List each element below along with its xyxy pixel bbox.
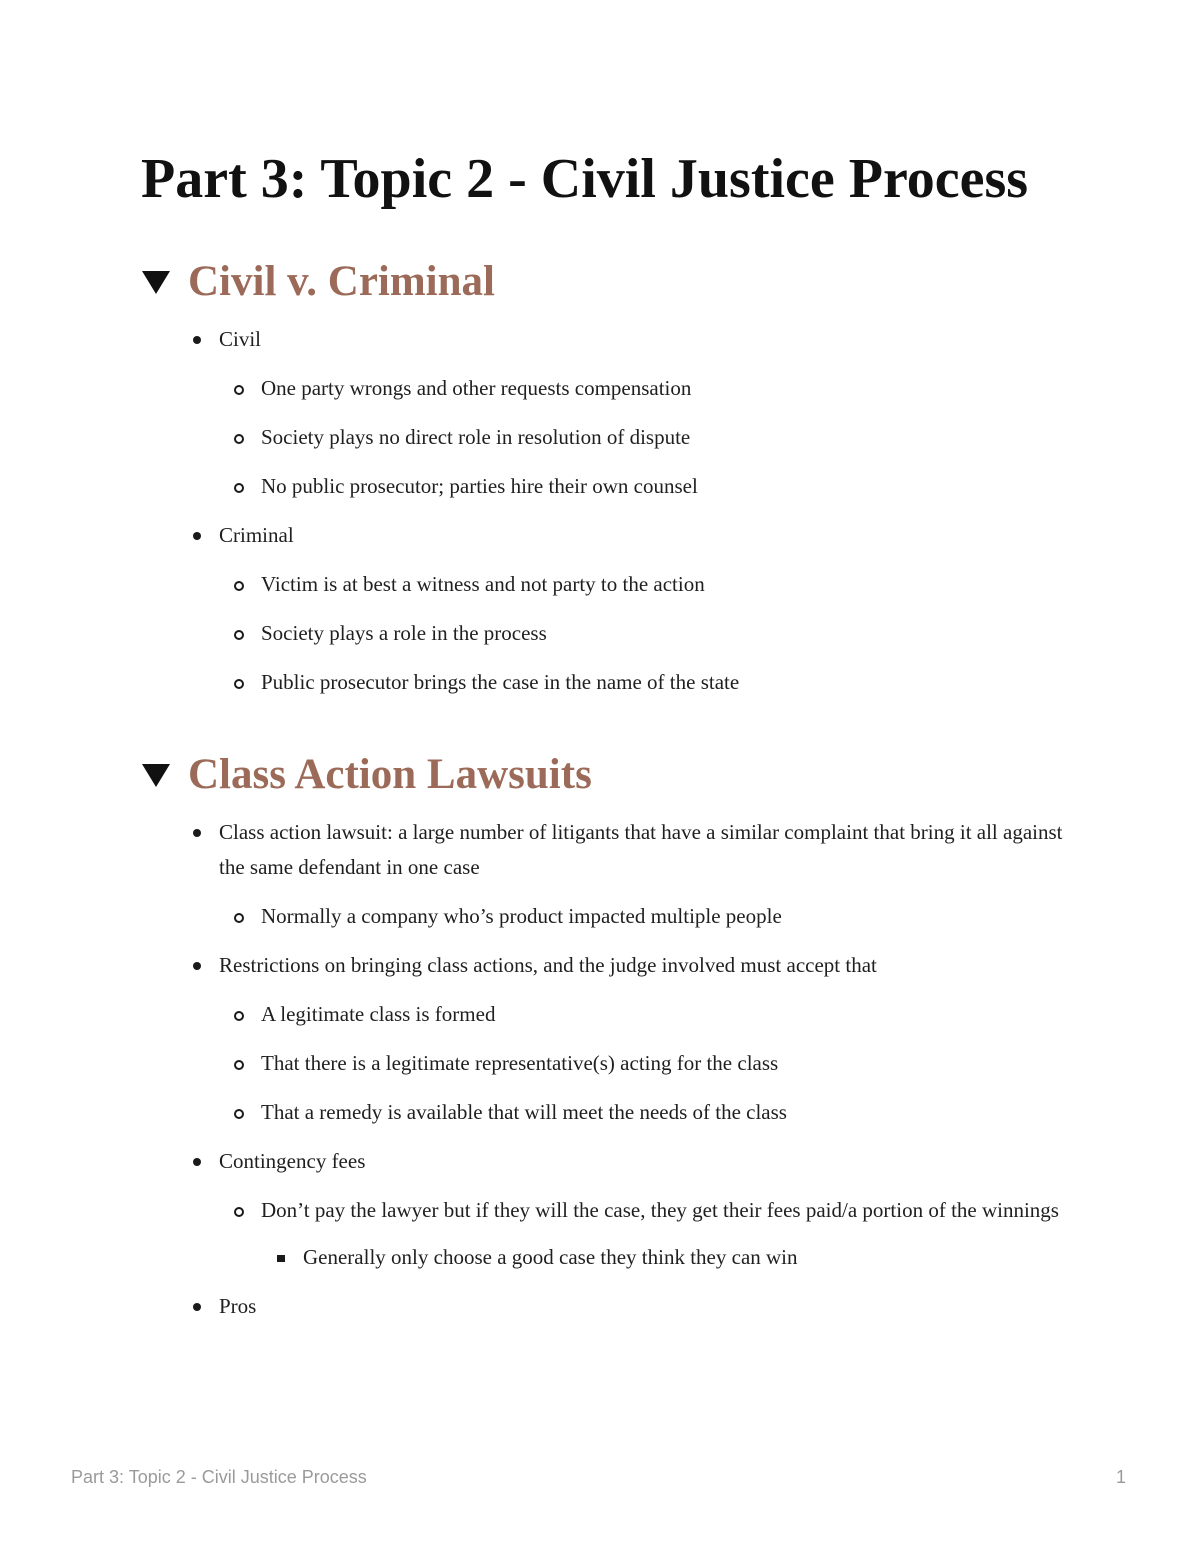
list-item	[141, 518, 1071, 553]
list-item-text: Society plays no direct role in resolution of dispute	[261, 425, 691, 449]
circle-bullet-icon	[234, 913, 244, 923]
list-item-text: Normally a company who’s product impacted multiple people	[261, 904, 782, 928]
circle-bullet-icon	[234, 434, 244, 444]
list-item-text: Generally only choose a good case they think they can win	[303, 1245, 798, 1269]
footer-title: Part 3: Topic 2 - Civil Justice Process	[71, 1467, 367, 1487]
list-item-text: Criminal	[219, 523, 294, 547]
list-item	[141, 899, 1071, 934]
circle-bullet-icon	[234, 679, 244, 689]
section-title: Civil v. Criminal	[188, 258, 495, 305]
disc-bullet-icon	[193, 1158, 201, 1166]
triangle-down-icon[interactable]	[141, 762, 171, 788]
list-item-text: Class action lawsuit: a large number of litigants that have a similar complaint that bring it all against the same defendant in one case	[219, 820, 1063, 879]
list-item-text: One party wrongs and other requests compensation	[261, 376, 692, 400]
list-item	[141, 665, 1071, 700]
disc-bullet-icon	[193, 336, 201, 344]
section-header[interactable]	[141, 256, 1071, 308]
page-title: Part 3: Topic 2 - Civil Justice Process	[141, 148, 1029, 210]
list-item-text: Don’t pay the lawyer but if they will the case, they get their fees paid/a portion of the winnings	[261, 1198, 1059, 1222]
bullet-list	[141, 322, 1071, 700]
list-item-text: Pros	[219, 1294, 257, 1318]
circle-bullet-icon	[234, 581, 244, 591]
list-item-text: That there is a legitimate representative(s) acting for the class	[261, 1051, 779, 1075]
section-header[interactable]	[141, 749, 1071, 801]
list-item-text: That a remedy is available that will meet the needs of the class	[261, 1100, 787, 1124]
disc-bullet-icon	[193, 962, 201, 970]
circle-bullet-icon	[234, 1109, 244, 1119]
list-item	[141, 1240, 1071, 1275]
circle-bullet-icon	[234, 385, 244, 395]
list-item	[141, 948, 1071, 983]
list-item	[141, 469, 1071, 504]
list-item	[141, 815, 1071, 885]
circle-bullet-icon	[234, 1207, 244, 1217]
list-item-text: Contingency fees	[219, 1149, 366, 1173]
square-bullet-icon	[277, 1255, 285, 1262]
bullet-list	[141, 815, 1071, 1324]
section-class-action-lawsuits	[141, 749, 1071, 1324]
circle-bullet-icon	[234, 483, 244, 493]
section-title: Class Action Lawsuits	[188, 751, 592, 798]
list-item-text: Public prosecutor brings the case in the name of the state	[261, 670, 740, 694]
disc-bullet-icon	[193, 829, 201, 837]
list-item	[141, 1289, 1071, 1324]
list-item	[141, 322, 1071, 357]
list-item	[141, 616, 1071, 651]
list-item-text: Restrictions on bringing class actions, and the judge involved must accept that	[219, 953, 877, 977]
footer-page-number: 1	[1116, 1467, 1127, 1487]
list-item-text: Civil	[219, 327, 262, 351]
circle-bullet-icon	[234, 1060, 244, 1070]
list-item	[141, 1046, 1071, 1081]
triangle-down-icon[interactable]	[141, 269, 171, 295]
circle-bullet-icon	[234, 1011, 244, 1021]
list-item-text: Society plays a role in the process	[261, 621, 547, 645]
list-item-text: A legitimate class is formed	[261, 1002, 496, 1026]
list-item	[141, 567, 1071, 602]
list-item	[141, 371, 1071, 406]
disc-bullet-icon	[193, 532, 201, 540]
list-item	[141, 997, 1071, 1032]
list-item-text: No public prosecutor; parties hire their own counsel	[261, 474, 698, 498]
list-item	[141, 1095, 1071, 1130]
list-item	[141, 420, 1071, 455]
disc-bullet-icon	[193, 1303, 201, 1311]
list-item	[141, 1193, 1071, 1228]
circle-bullet-icon	[234, 630, 244, 640]
section-civil-v-criminal	[141, 256, 1071, 700]
list-item-text: Victim is at best a witness and not party to the action	[261, 572, 705, 596]
list-item	[141, 1144, 1071, 1179]
